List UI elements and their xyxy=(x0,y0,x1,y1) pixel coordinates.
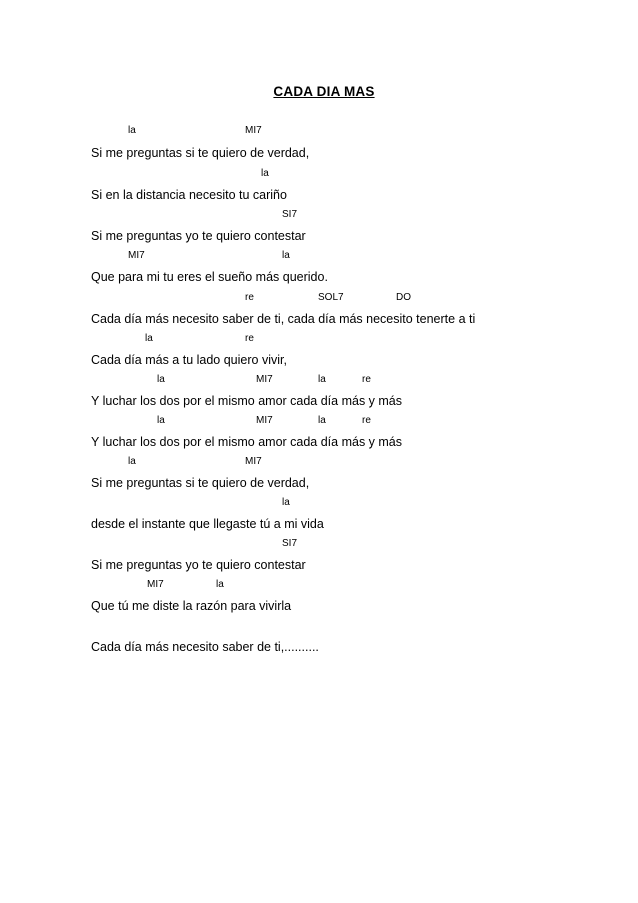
chord: re xyxy=(362,415,371,426)
chord: SI7 xyxy=(282,538,298,549)
chord: la xyxy=(145,333,153,344)
lyric-line: Cada día más necesito saber de ti,.......... xyxy=(91,640,319,654)
chord: DO xyxy=(396,292,411,303)
chord: MI7 xyxy=(245,456,262,467)
chord: la xyxy=(157,374,165,385)
chord: la xyxy=(128,125,136,136)
chord: MI7 xyxy=(245,125,262,136)
lyric-line: Y luchar los dos por el mismo amor cada día más y más xyxy=(91,435,403,449)
chord: SOL7 xyxy=(318,292,344,303)
song-title: CADA DIA MAS xyxy=(273,84,375,99)
lyric-line: Cada día más a tu lado quiero vivir, xyxy=(91,353,287,367)
chord: SI7 xyxy=(282,209,298,220)
chord: MI7 xyxy=(256,374,273,385)
chord: la xyxy=(318,415,326,426)
lyric-line: Si me preguntas si te quiero de verdad, xyxy=(91,146,310,160)
chord: la xyxy=(128,456,136,467)
chord: la xyxy=(216,579,224,590)
chord: re xyxy=(245,292,254,303)
chord: MI7 xyxy=(128,250,145,261)
chord: la xyxy=(282,250,290,261)
lyric-line: Si me preguntas yo te quiero contestar xyxy=(91,558,306,572)
chord: la xyxy=(318,374,326,385)
lyric-line: Cada día más necesito saber de ti, cada día más necesito tenerte a ti xyxy=(91,312,476,326)
lyric-line: Si en la distancia necesito tu cariño xyxy=(91,188,287,202)
lyric-line: Que para mi tu eres el sueño más querido. xyxy=(91,270,328,284)
lyric-line: Y luchar los dos por el mismo amor cada día más y más xyxy=(91,394,403,408)
chord: la xyxy=(282,497,290,508)
chord: la xyxy=(261,168,269,179)
chord: la xyxy=(157,415,165,426)
chord: MI7 xyxy=(256,415,273,426)
lyric-line: Si me preguntas yo te quiero contestar xyxy=(91,229,306,243)
chord: re xyxy=(362,374,371,385)
lyric-line: desde el instante que llegaste tú a mi vida xyxy=(91,517,324,531)
chord: re xyxy=(245,333,254,344)
lyric-line: Que tú me diste la razón para vivirla xyxy=(91,599,292,613)
chord: MI7 xyxy=(147,579,164,590)
lyric-line: Si me preguntas si te quiero de verdad, xyxy=(91,476,310,490)
